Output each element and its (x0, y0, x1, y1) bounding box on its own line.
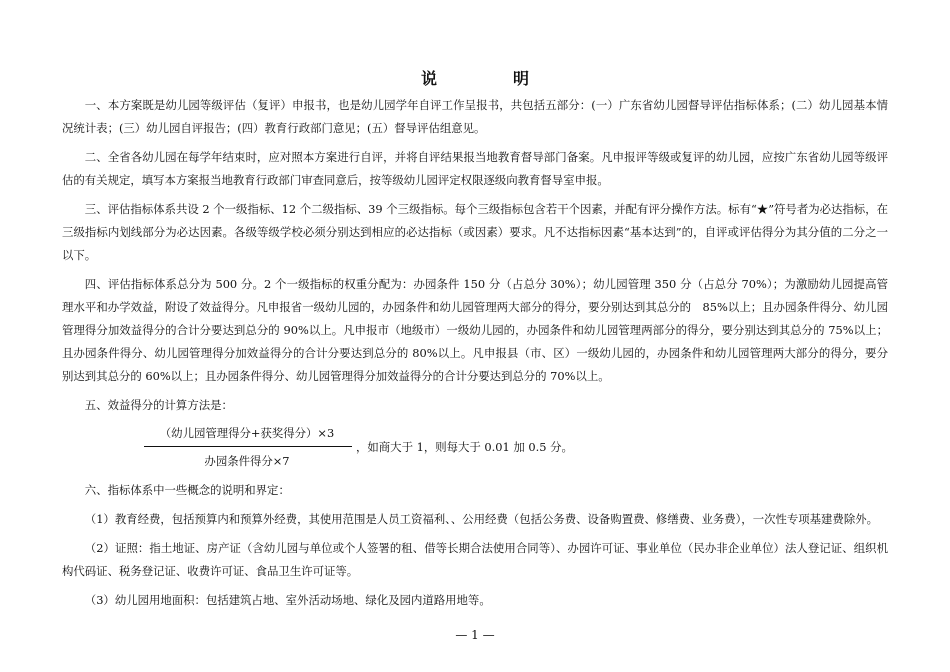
paragraph-certificates: （2）证照：指土地证、房产证（含幼儿园与单位或个人签署的租、借等长期合法使用合同等）、办园许可证、事业单位（民办非企业单位）法人登记证、组织机构代码证、税务登记证、收费许可证、食品卫生许可证等。 (62, 541, 888, 578)
paragraph-scope: 一、本方案既是幼儿园等级评估（复评）申报书，也是幼儿园学年自评工作呈报书，共包括五部分：(一）广东省幼儿园督导评估指标体系；(二）幼儿园基本情况统计表；(三）幼儿园自评报告；(四）教育行政部门意见；(五）督导评估组意见。 (62, 98, 888, 135)
paragraph-concepts: 六、指标体系中一些概念的说明和界定： (84, 483, 290, 497)
paragraph-score-weights: 四、评估指标体系总分为 500 分。2 个一级指标的权重分配为：办园条件 150 分（占总分 30%）；幼儿园管理 350 分（占总分 70%）；为激励幼儿园提高管理水平和办学效益，附设了效益得分。凡申报省一级幼儿园的，办园条件和幼儿园管理两大部分的得分，要分别达到其总分的 85%以上；且办园条件得分、幼儿园管理得分加效益得分的合计分要达到总分的 90%以上。凡申报市（地级市）一级幼儿园的，办园条件和幼儿园管理两部分的得分，要分别达到其总分的 75%以上；且办园条件得分、幼儿园管理得分加效益得分的合计分要达到总分的 80%以上。凡申报县（市、区）一级幼儿园的，办园条件和幼儿园管理两大部分的得分，要分别达到其总分的 60%以上；且办园条件得分、幼儿园管理得分加效益得分的合计分要达到总分的 70%以上。 (62, 277, 888, 383)
formula-condition: ，如商大于 1，则每大于 0.01 加 0.5 分。 (356, 440, 573, 454)
page-title: 说 明 (420, 69, 559, 88)
document-body (62, 94, 888, 618)
page-number: — 1 — (455, 628, 495, 642)
formula-fraction-bar (144, 446, 352, 447)
benefit-score-formula (62, 423, 888, 473)
paragraph-indicator-system: 三、评估指标体系共设 2 个一级指标、12 个二级指标、39 个三级指标。每个三级指标包含若干个因素，并配有评分操作方法。标有“★”符号者为必达指标，在三级指标内划线部分为必达因素。各级等级学校必须分别达到相应的必达指标（或因素）要求。凡不达指标因素“基本达到”的，自评或评估得分为其分值的二分之一以下。 (62, 202, 888, 262)
paragraph-land-area: （3）幼儿园用地面积：包括建筑占地、室外活动场地、绿化及园内道路用地等。 (84, 593, 491, 607)
formula-denominator: 办园条件得分×7 (204, 454, 290, 468)
paragraph-education-funds: （1）教育经费，包括预算内和预算外经费，其使用范围是人员工资福利、、公用经费（包括公务费、设备购置费、修缮费、业务费），一次性专项基建费除外。 (84, 512, 878, 526)
paragraph-self-assessment: 二、全省各幼儿园在每学年结束时，应对照本方案进行自评，并将自评结果报当地教育督导部门备案。凡申报评等级或复评的幼儿园，应按广东省幼儿园等级评估的有关规定，填写本方案报当地教育行政部门审查同意后，按等级幼儿园评定权限逐级向教育督导室申报。 (62, 150, 888, 187)
paragraph-benefit-score-method: 五、效益得分的计算方法是： (84, 398, 233, 412)
formula-numerator: （幼儿园管理得分+获奖得分）×3 (159, 426, 335, 440)
